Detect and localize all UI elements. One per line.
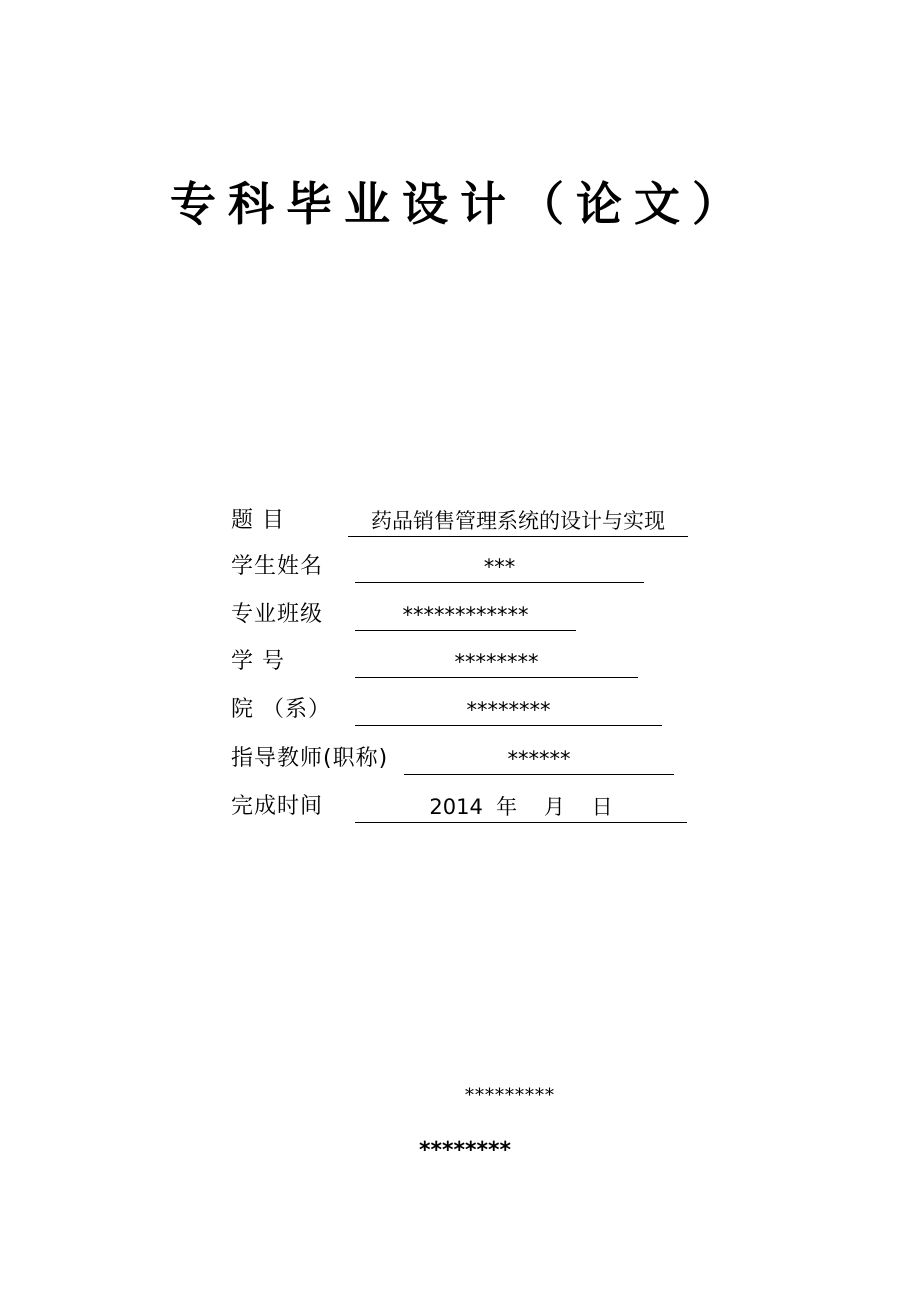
student-id-value: ******** bbox=[355, 647, 638, 678]
major-class-label: 专业班级 bbox=[231, 602, 324, 627]
topic-label: 题 目 bbox=[231, 508, 285, 533]
completion-time-value: 2014 年 月 日 bbox=[355, 792, 687, 823]
student-name-label: 学生姓名 bbox=[231, 554, 324, 579]
topic-value: 药品销售管理系统的设计与实现 bbox=[348, 506, 688, 537]
thesis-title: 专科毕业设计（论文） bbox=[170, 177, 750, 231]
advisor-label: 指导教师(职称) bbox=[231, 746, 389, 771]
major-class-value: ************ bbox=[355, 600, 576, 631]
department-label: 院 （系） bbox=[231, 697, 331, 722]
footer-line-2: ******** bbox=[418, 1138, 512, 1163]
footer-line-1: ********* bbox=[465, 1085, 555, 1106]
advisor-value: ****** bbox=[404, 744, 674, 775]
student-name-value: *** bbox=[355, 552, 644, 583]
student-id-label: 学 号 bbox=[231, 649, 285, 674]
completion-time-label: 完成时间 bbox=[231, 794, 324, 819]
department-value: ******** bbox=[355, 695, 662, 726]
